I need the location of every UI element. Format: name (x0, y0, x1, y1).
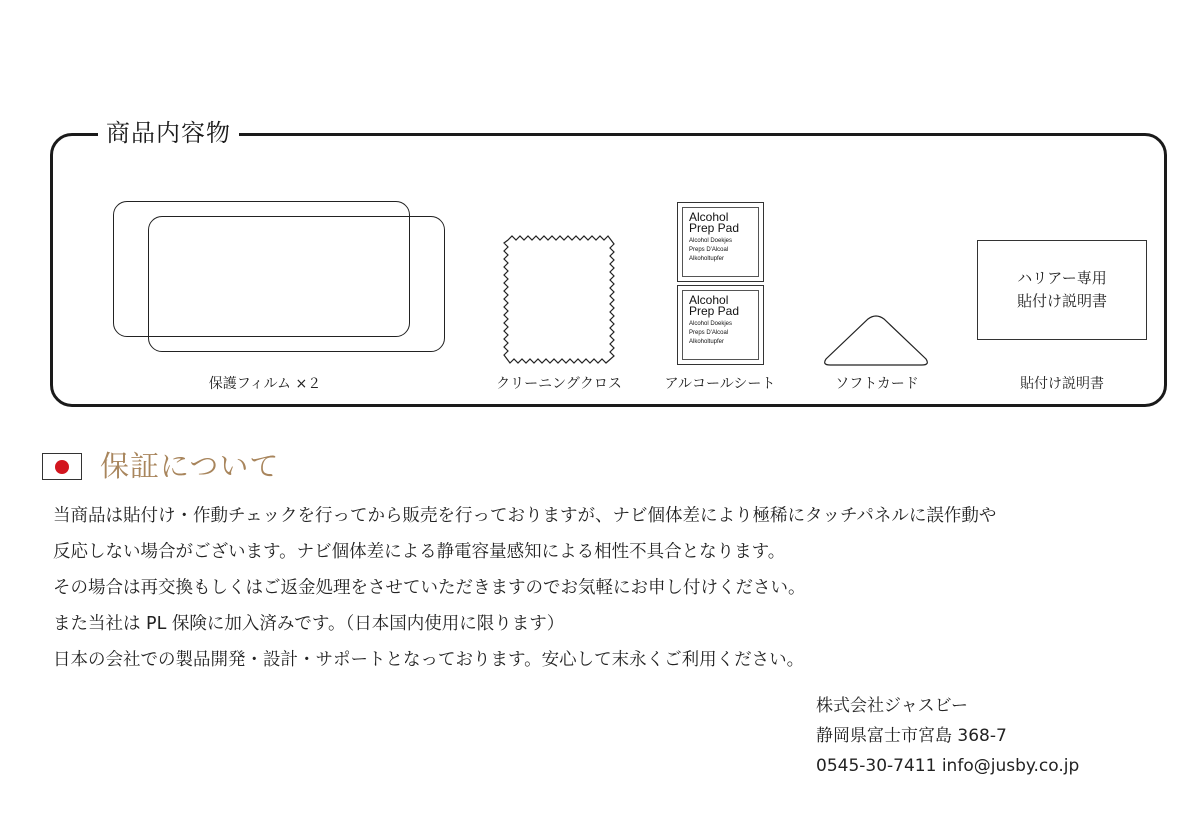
warranty-title: 保証について (100, 449, 280, 483)
company-address: 静岡県富士市宮島 368-7 (816, 726, 1007, 746)
cleaning-cloth-illustration (500, 232, 618, 367)
soft-card-illustration (820, 313, 932, 369)
alcohol-pad-illustration (677, 285, 764, 365)
alcohol-pad-text: Alcohol Doekjes (689, 321, 733, 327)
alcohol-pad-title: Prep Pad (689, 221, 740, 235)
company-contact: 0545-30-7411 info@jusby.co.jp (816, 756, 1080, 776)
company-name: 株式会社ジャスビー (816, 696, 968, 716)
manual-text-line2: 貼付け説明書 (1016, 292, 1107, 310)
japan-flag-icon (42, 453, 82, 480)
alcohol-pad-title: Alcohol (689, 210, 729, 224)
manual-text-line1: ハリアー専用 (1017, 269, 1107, 287)
protective-film-illustration (148, 216, 445, 352)
alcohol-pad-illustration (677, 202, 764, 282)
warranty-text-line: 日本の会社での製品開発・設計・サポートとなっております。安心して末永くご利用ください。 (53, 650, 805, 670)
warranty-text-line: その場合は再交換もしくはご返金処理をさせていただきますのでお気軽にお申し付けください。 (53, 578, 806, 598)
alcohol-pad-text: Alcohol Doekjes (689, 238, 733, 244)
flag-circle (55, 460, 69, 474)
warranty-text-line: 反応しない場合がございます。ナビ個体差による静電容量感知による相性不具合となります。 (53, 542, 786, 562)
warranty-text-line: 当商品は貼付け・作動チェックを行ってから販売を行っておりますが、ナビ個体差により極稀にタッチパネルに誤作動や (53, 506, 997, 526)
alcohol-pad-title: Alcohol (689, 293, 729, 307)
alcohol-pad-text: Preps D'Alcoal (689, 330, 729, 336)
manual-illustration (977, 240, 1147, 340)
item-label-cleaning-cloth: クリーニングクロス (496, 376, 622, 392)
alcohol-pad-text: Preps D'Alcoal (689, 247, 729, 253)
alcohol-pad-title: Prep Pad (689, 304, 740, 318)
alcohol-pad-text: Alkoholtupfer (689, 256, 725, 262)
alcohol-pad-text: Alkoholtupfer (689, 339, 725, 345)
item-label-alcohol-sheet: アルコールシート (664, 376, 776, 392)
item-label-soft-card: ソフトカード (835, 376, 919, 392)
warranty-text-line: また当社は PL 保険に加入済みです。（日本国内使用に限ります） (53, 614, 565, 634)
item-label-protective-film: 保護フィルム ×２ (208, 376, 322, 392)
contents-title: 商品内容物 (98, 116, 239, 150)
item-label-manual: 貼付け説明書 (1020, 376, 1104, 392)
